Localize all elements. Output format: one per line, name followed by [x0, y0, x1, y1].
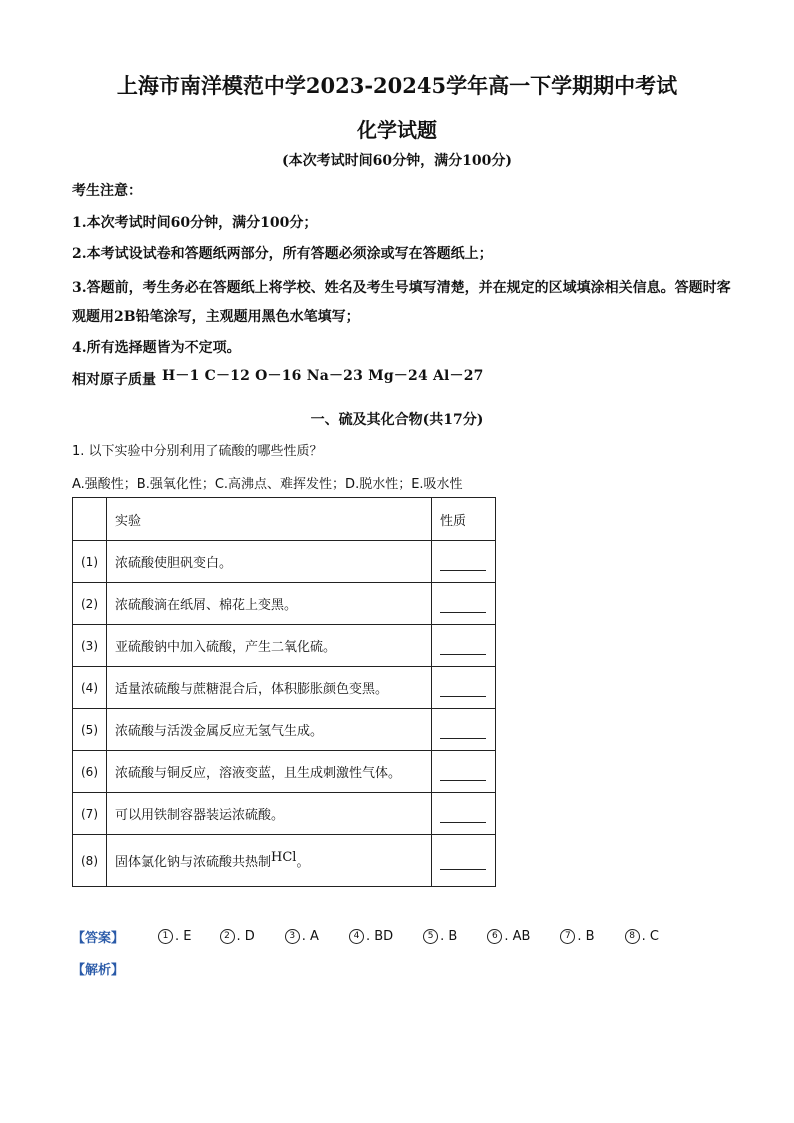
table-row [73, 583, 496, 625]
answer-blank-line [440, 682, 486, 697]
row-number: (2) [73, 583, 107, 625]
row-experiment: 可以用铁制容器装运浓硫酸。 [107, 793, 432, 835]
atomic-mass-label: 相对原子质量 [72, 372, 156, 388]
atomic-mass-line [72, 369, 484, 389]
answer-value: . D [236, 929, 255, 944]
circled-number-icon: 2 [220, 929, 235, 944]
analysis-tag: 【解析】 [72, 963, 125, 978]
answer-blank-line [440, 640, 486, 655]
row-number: (1) [73, 541, 107, 583]
circled-number-icon: 3 [285, 929, 300, 944]
row-experiment: 浓硫酸使胆矾变白。 [107, 541, 432, 583]
table-row [73, 709, 496, 751]
row-answer-blank[interactable] [432, 667, 496, 709]
answer-value: . AB [504, 929, 531, 944]
answer-value: . C [641, 929, 659, 944]
answer-blank-line [440, 766, 486, 781]
row-experiment: 浓硫酸滴在纸屑、棉花上变黑。 [107, 583, 432, 625]
circled-number-icon: 5 [423, 929, 438, 944]
answer-item [423, 929, 457, 944]
table-header-num [73, 498, 107, 541]
answer-blank-line [440, 556, 486, 571]
answer-item [349, 929, 393, 944]
answer-blank-line [440, 598, 486, 613]
answer-value: . A [301, 929, 319, 944]
row-experiment-text: 固体氯化钠与浓硫酸共热制 [115, 855, 272, 870]
circled-number-icon: 8 [625, 929, 640, 944]
notice-item-2: 2.本考试设试卷和答题纸两部分，所有答题必须涂或写在答题纸上； [72, 246, 493, 262]
row-answer-blank[interactable] [432, 625, 496, 667]
answer-item [487, 929, 530, 944]
table-header-experiment: 实验 [107, 498, 432, 541]
exam-duration: (本次考试时间60分钟，满分100分) [282, 153, 512, 169]
exam-subtitle: 化学试题 [357, 118, 437, 142]
table-header-row [73, 498, 496, 541]
row-number: (8) [73, 835, 107, 887]
answer-value: . B [577, 929, 595, 944]
answer-item [220, 929, 255, 944]
answer-item [285, 929, 319, 944]
row-answer-blank[interactable] [432, 835, 496, 887]
answer-value: . BD [365, 929, 394, 944]
answer-tag: 【答案】 [72, 931, 125, 946]
answer-item [560, 929, 594, 944]
answer-value: . B [440, 929, 458, 944]
circled-number-icon: 1 [158, 929, 173, 944]
row-answer-blank[interactable] [432, 583, 496, 625]
row-answer-blank[interactable] [432, 709, 496, 751]
answer-blank-line [440, 724, 486, 739]
circled-number-icon: 4 [349, 929, 364, 944]
table-row [73, 835, 496, 887]
table-row [73, 751, 496, 793]
exam-title: 上海市南洋模范中学2023-20245学年高一下学期期中考试 [116, 73, 678, 98]
answer-item [158, 929, 191, 944]
row-number: (6) [73, 751, 107, 793]
notice-item-3: 3.答题前，考生务必在答题纸上将学校、姓名及考生号填写清楚，并在规定的区域填涂相关信息。答题时客观题用2B铅笔涂写，主观题用黑色水笔填写； [72, 280, 731, 325]
row-number: (5) [73, 709, 107, 751]
answer-blank-line [440, 808, 486, 823]
row-number: (7) [73, 793, 107, 835]
table-header-property: 性质 [432, 498, 496, 541]
row-experiment: 亚硫酸钠中加入硫酸，产生二氧化硫。 [107, 625, 432, 667]
question-1-options: A.强酸性；B.强氧化性；C.高沸点、难挥发性；D.脱水性；E.吸水性 [72, 477, 463, 492]
row-experiment: 浓硫酸与活泼金属反应无氢气生成。 [107, 709, 432, 751]
notice-heading: 考生注意： [72, 183, 142, 199]
circled-number-icon: 6 [487, 929, 502, 944]
answer-blank-line [440, 855, 486, 870]
table-row [73, 625, 496, 667]
row-number: (4) [73, 667, 107, 709]
question-1-stem: 1. 以下实验中分别利用了硫酸的哪些性质？ [72, 444, 323, 459]
row-answer-blank[interactable] [432, 751, 496, 793]
row-experiment: 浓硫酸与铜反应，溶液变蓝，且生成刺激性气体。 [107, 751, 432, 793]
properties-table [72, 497, 496, 887]
table-row [73, 793, 496, 835]
row-experiment: 适量浓硫酸与蔗糖混合后，体积膨胀颜色变黑。 [107, 667, 432, 709]
row-experiment [107, 835, 432, 887]
circled-number-icon: 7 [560, 929, 575, 944]
row-answer-blank[interactable] [432, 793, 496, 835]
row-number: (3) [73, 625, 107, 667]
row-answer-blank[interactable] [432, 541, 496, 583]
answer-item [625, 929, 659, 944]
atomic-mass-formula: H－1 C－12 O－16 Na－23 Mg－24 Al－27 [162, 368, 484, 384]
answer-row [72, 927, 659, 946]
row-experiment-suffix: 。 [296, 855, 310, 870]
answer-value: . E [175, 929, 192, 944]
table-row [73, 667, 496, 709]
table-row [73, 541, 496, 583]
notice-item-1: 1.本次考试时间60分钟，满分100分； [72, 215, 318, 231]
notice-item-4: 4.所有选择题皆为不定项。 [72, 340, 241, 356]
hcl-formula: HCl [271, 850, 297, 865]
section-title: 一、硫及其化合物(共17分) [310, 412, 484, 428]
